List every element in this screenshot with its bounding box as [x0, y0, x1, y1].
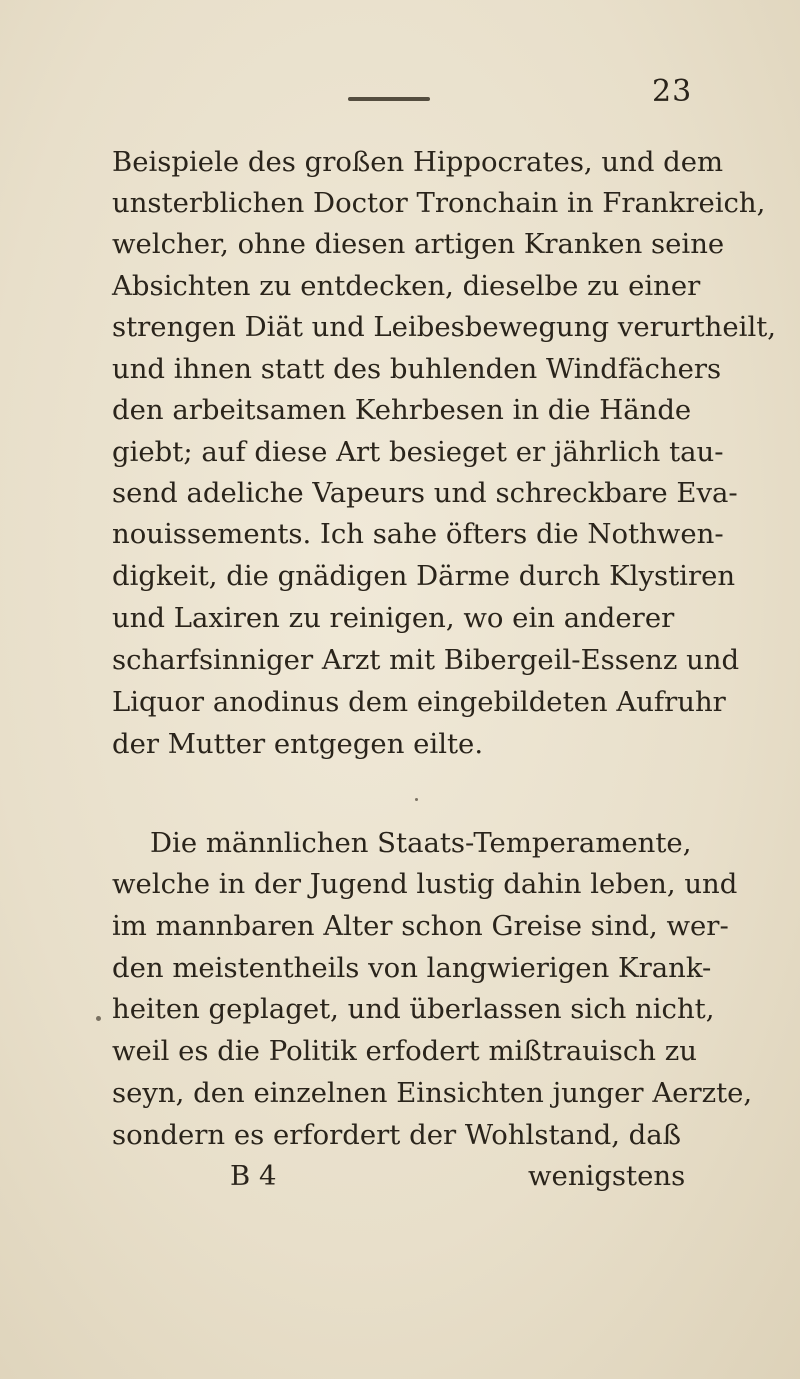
text-line: den arbeitsamen Kehrbesen in die Hände	[112, 394, 692, 426]
catchword: wenigstens	[528, 1160, 686, 1192]
text-line: digkeit, die gnädigen Därme durch Klystiren	[112, 560, 736, 592]
signature-mark: B 4	[230, 1160, 277, 1192]
text-line: Liquor anodinus dem eingebildeten Aufruhr	[112, 686, 726, 718]
text-line: im mannbaren Alter schon Greise sind, wer-	[112, 910, 729, 942]
text-line: seyn, den einzelnen Einsichten junger Aerzte,	[112, 1077, 753, 1109]
text-line: Die männlichen Staats-Temperamente,	[150, 827, 692, 859]
text-line: und ihnen statt des buhlenden Windfächers	[112, 353, 722, 385]
text-line: weil es die Politik erfodert mißtrauisch zu	[112, 1035, 697, 1067]
ink-speck	[415, 798, 418, 801]
text-line: sondern es erfordert der Wohlstand, daß	[112, 1119, 682, 1151]
text-line: der Mutter entgegen eilte.	[112, 728, 484, 760]
text-line: Beispiele des großen Hippocrates, und dem	[112, 146, 724, 178]
text-line: unsterblichen Doctor Tronchain in Frankreich,	[112, 187, 766, 219]
text-line: nouissements. Ich sahe öfters die Nothwen-	[112, 518, 724, 550]
text-line: Absichten zu entdecken, dieselbe zu einer	[112, 270, 701, 302]
text-line: send adeliche Vapeurs und schreckbare Eva-	[112, 477, 738, 509]
text-line: welche in der Jugend lustig dahin leben, und	[112, 868, 738, 900]
text-line: strengen Diät und Leibesbewegung verurtheilt,	[112, 311, 777, 343]
text-line: heiten geplaget, und überlassen sich nicht,	[112, 993, 715, 1025]
text-line: welcher, ohne diesen artigen Kranken seine	[112, 228, 725, 260]
page-number: 23	[652, 74, 693, 109]
text-line: den meistentheils von langwierigen Krank-	[112, 952, 712, 984]
ink-speck	[96, 1016, 101, 1021]
text-line: und Laxiren zu reinigen, wo ein anderer	[112, 602, 675, 634]
text-line: giebt; auf diese Art besieget er jährlich tau-	[112, 436, 724, 468]
text-line: scharfsinniger Arzt mit Bibergeil-Essenz und	[112, 644, 740, 676]
